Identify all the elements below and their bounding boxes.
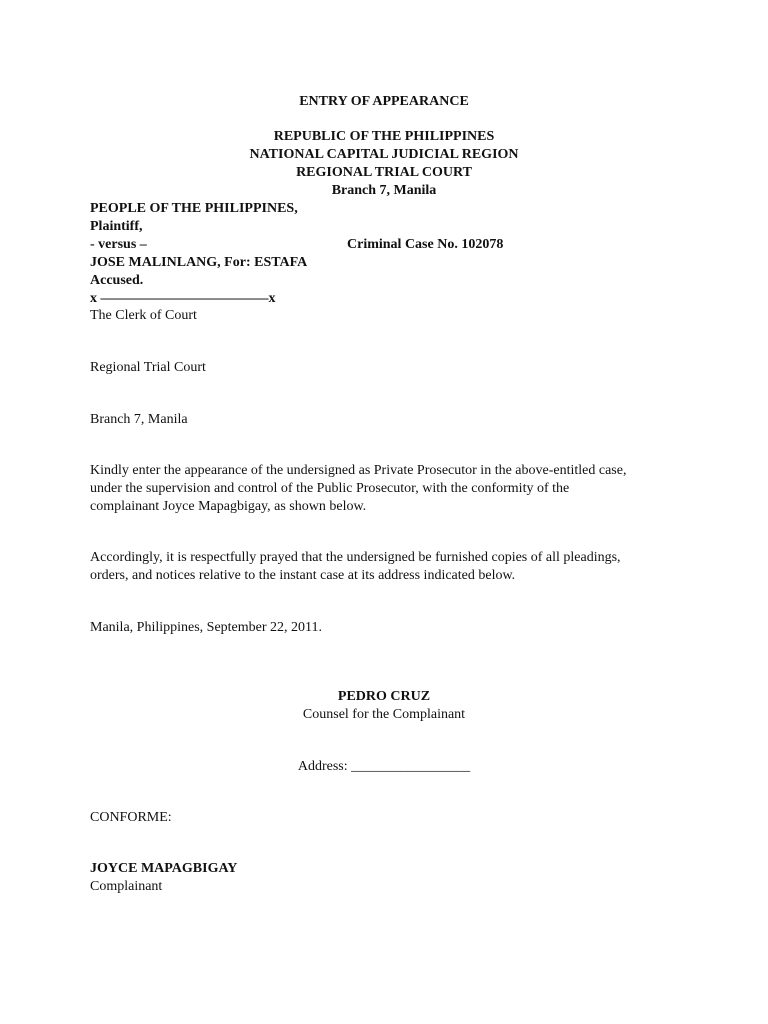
case-number: Criminal Case No. 102078 [347,237,504,252]
header-republic: REPUBLIC OF THE PHILIPPINES [273,129,495,144]
body-paragraph-1-line-1: Kindly enter the appearance of the undersigned as Private Prosecutor in the above-entitled case, [90,463,627,478]
versus-text: - versus – [90,237,147,252]
header-region: NATIONAL CAPITAL JUDICIAL REGION [249,147,519,162]
accused-role: Accused. [90,273,144,288]
document-title: ENTRY OF APPEARANCE [299,94,469,109]
addressee-branch: Branch 7, Manila [90,412,188,427]
addressee-clerk: The Clerk of Court [90,308,197,323]
date-line: Manila, Philippines, September 22, 2011. [90,620,323,635]
conforme-name: JOYCE MAPAGBIGAY [90,861,238,876]
body-paragraph-1-line-2: under the supervision and control of the Public Prosecutor, with the conformity of the [90,481,570,496]
signatory-address: Address: _________________ [297,759,471,774]
body-paragraph-2-line-1: Accordingly, it is respectfully prayed that the undersigned be furnished copies of all pleadings, [90,550,621,565]
addressee-court: Regional Trial Court [90,360,206,375]
header-court: REGIONAL TRIAL COURT [296,165,472,180]
conforme-label: CONFORME: [90,810,172,825]
conforme-role: Complainant [90,879,163,894]
caption-separator: x ————————————x [90,291,276,306]
plaintiff-name: PEOPLE OF THE PHILIPPINES, [90,201,298,216]
body-paragraph-1-line-3: complainant Joyce Mapagbigay, as shown below. [90,499,367,514]
signatory-name: PEDRO CRUZ [337,689,431,704]
body-paragraph-2-line-2: orders, and notices relative to the instant case at its address indicated below. [90,568,516,583]
signatory-role: Counsel for the Complainant [302,707,466,722]
header-branch: Branch 7, Manila [331,183,437,198]
accused-name: JOSE MALINLANG, For: ESTAFA [90,255,308,270]
plaintiff-role: Plaintiff, [90,219,143,234]
